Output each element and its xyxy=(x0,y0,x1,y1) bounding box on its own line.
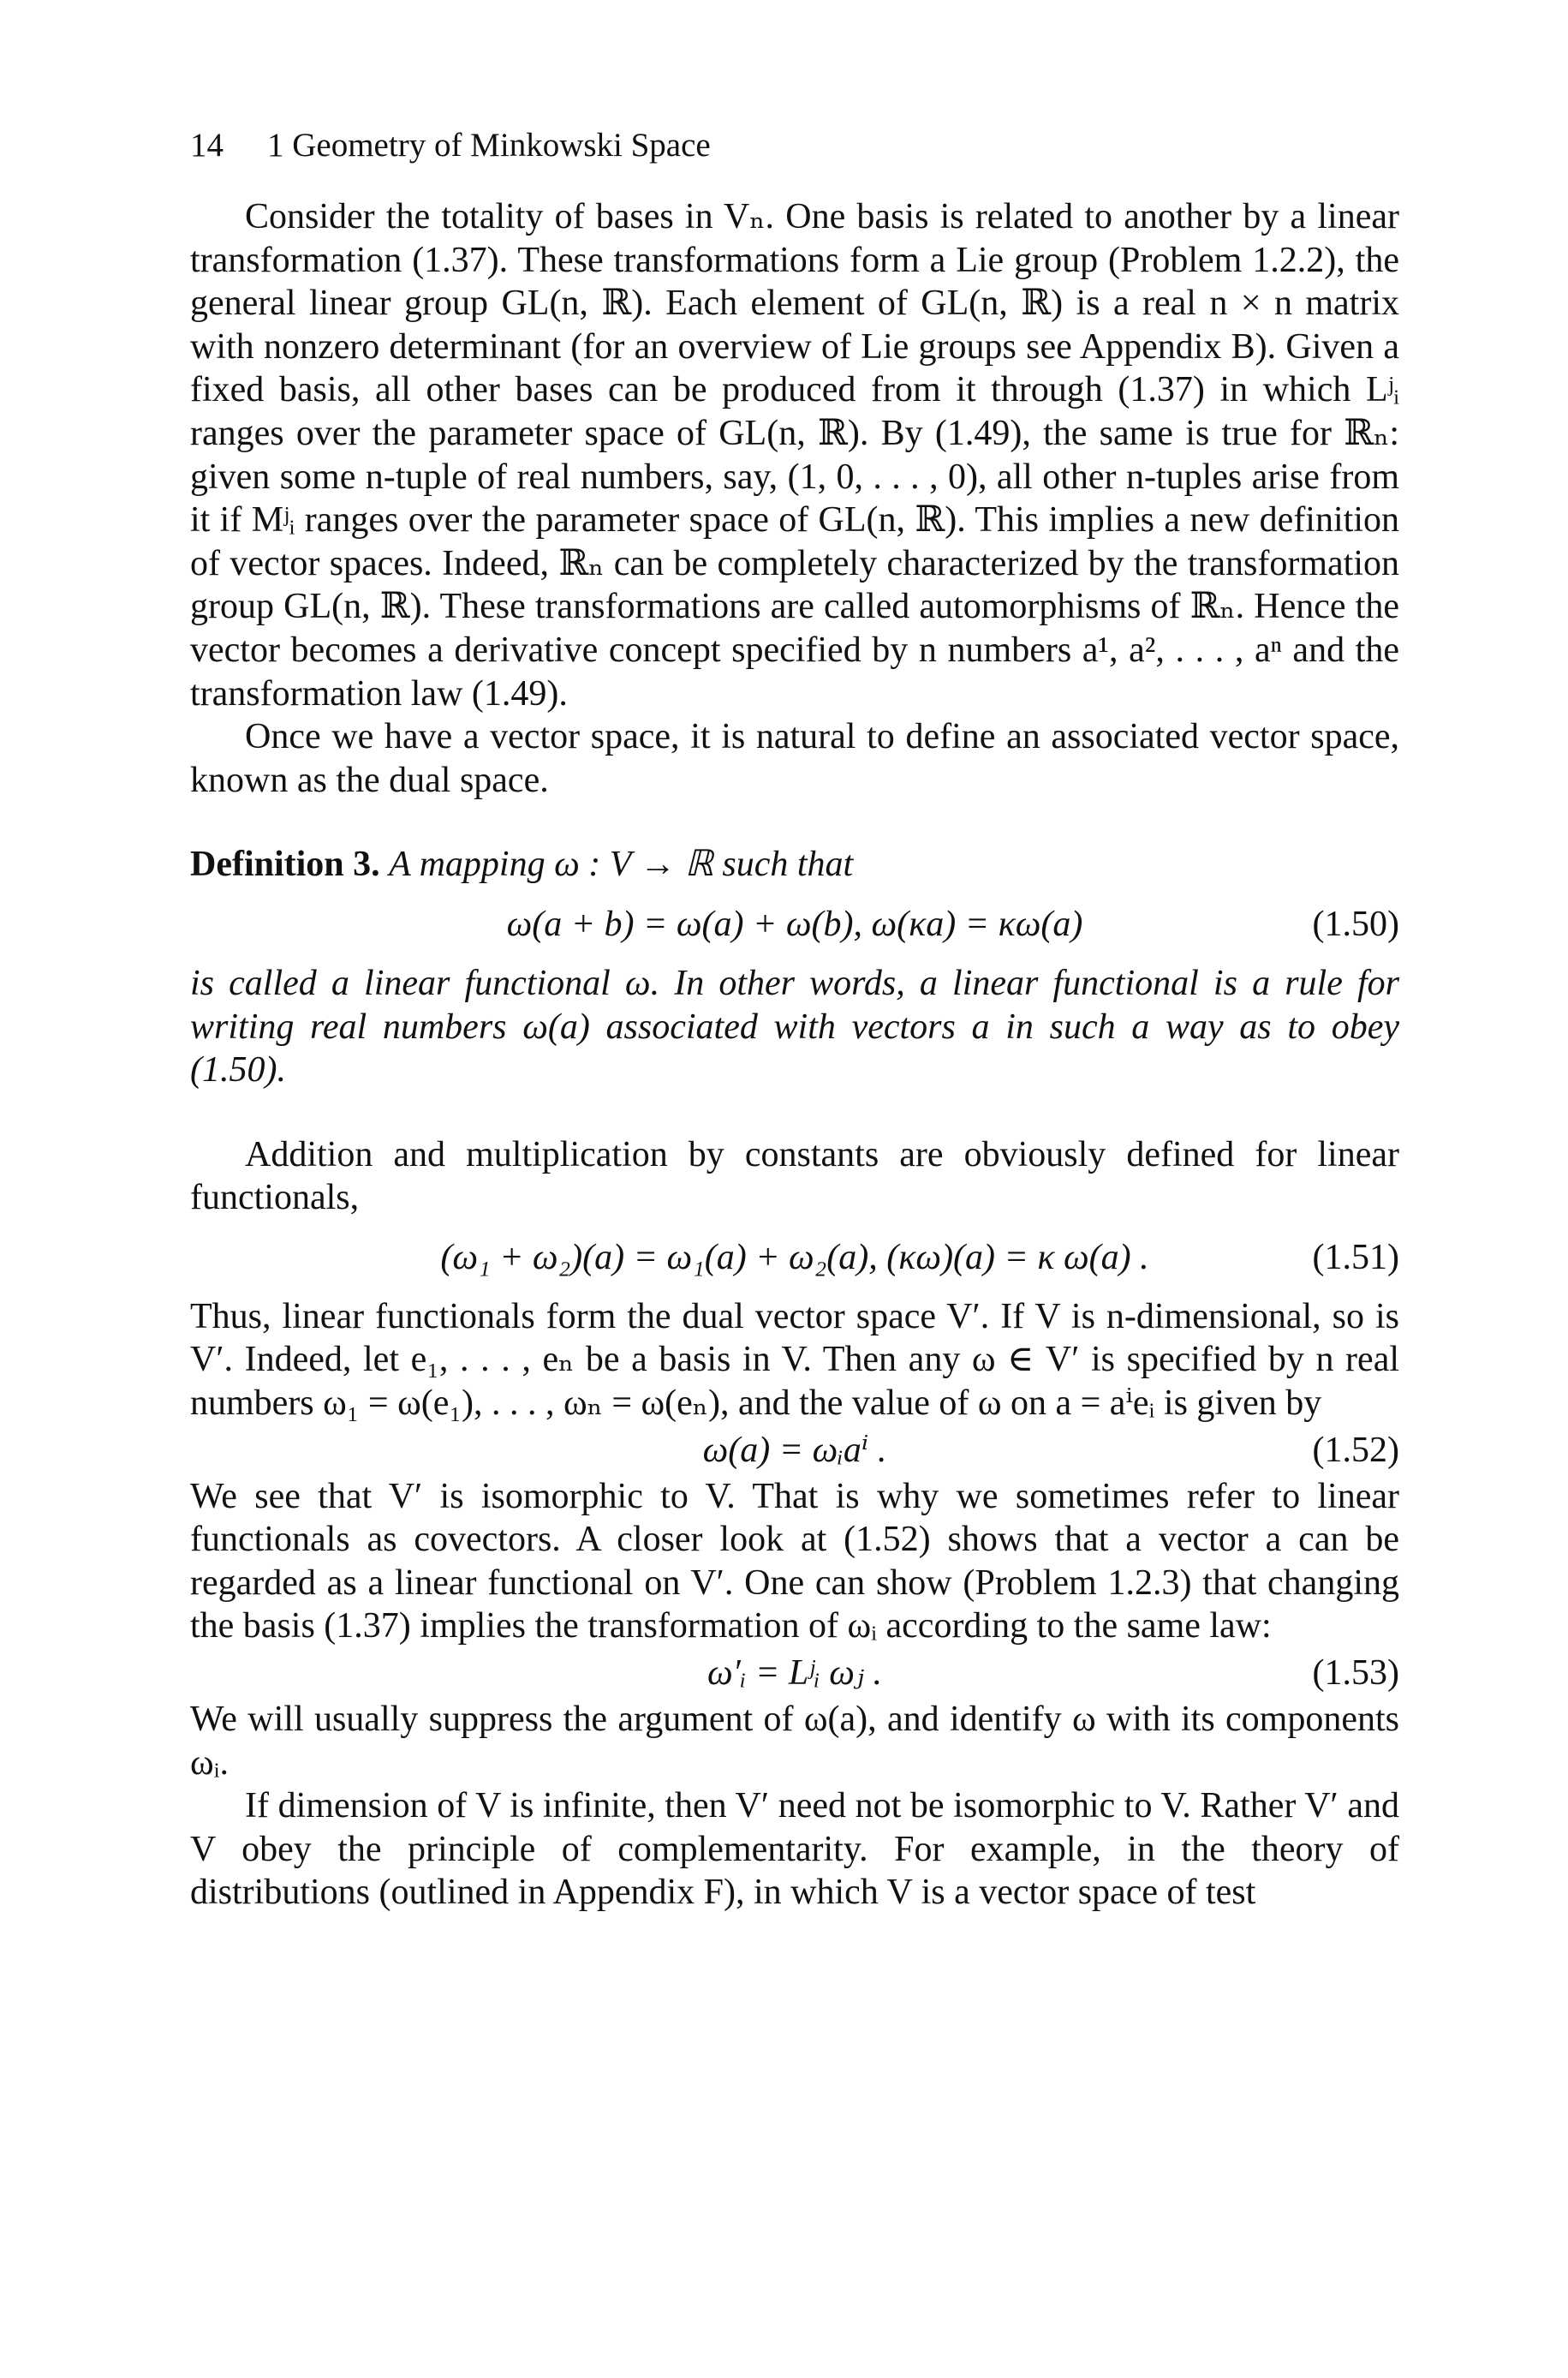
equation-number: (1.53) xyxy=(1312,1653,1399,1694)
page-number: 14 xyxy=(190,127,224,164)
equation xyxy=(190,1425,1399,1475)
paragraph: We will usually suppress the argument of ω(a), and identify ω with its components ωᵢ. xyxy=(190,1700,1399,1783)
equation-expression: ω′ᵢ = Lʲᵢ ωⱼ . xyxy=(707,1653,882,1694)
equation-number: (1.50) xyxy=(1312,904,1399,944)
paragraph: Consider the totality of bases in Vₙ. One basis is related to another by a linear transformation (1.37). These transformations form a Lie group (Problem 1.2.2), the general linear group GL(n, ℝ). Each element of GL(n, ℝ) is a real n × n matrix with nonzero determinant (for an overview of Lie groups see Appendix B). Given a fixed basis, all other bases can be produced from it through (1.37) in which Lʲᵢ ranges over the parameter space of GL(n, ℝ). By (1.49), the same is true for ℝₙ: given some n-tuple of real numbers, say, (1, 0, . . . , 0), all other n-tuples arise from it if Mʲᵢ ranges over the parameter space of GL(n, ℝ). This implies a new definition of vector spaces. Indeed, ℝₙ can be completely characterized by the transformation group GL(n, ℝ). These transformations are called automorphisms of ℝₙ. Hence the vector becomes a derivative concept specified by n numbers a¹, a², . . . , aⁿ and the transformation law (1.49). xyxy=(190,197,1399,714)
equation-expression: ω(a) = ωᵢaⁱ . xyxy=(702,1430,887,1470)
definition-intro: A mapping ω : V → ℝ such that xyxy=(389,845,854,885)
equation xyxy=(190,1648,1399,1698)
equation-expression: ω(a + b) = ω(a) + ω(b), ω(κa) = κω(a) xyxy=(506,904,1083,944)
paragraph: We see that V′ is isomorphic to V. That is why we sometimes refer to linear functionals as covectors. A closer look at (1.52) shows that a vector a can be regarded as a linear functional on V′. One can show (Problem 1.2.3) that changing the basis (1.37) implies the transformation of ωᵢ according to the same law: xyxy=(190,1476,1399,1646)
chapter-title: 1 Geometry of Minkowski Space xyxy=(267,127,711,164)
equation xyxy=(190,1220,1399,1295)
running-head xyxy=(190,120,1399,171)
equation xyxy=(190,887,1399,962)
paragraph: Thus, linear functionals form the dual vector space V′. If V is n-dimensional, so is V′. Indeed, let e₁, . . . , eₙ be a basis in V. Then any ω ∈ V′ is specified by n real numbers ω₁ = ω(e₁), . . . , ωₙ = ω(eₙ), and the value of ω on a = aⁱeᵢ is given by xyxy=(190,1296,1399,1424)
paragraph: Addition and multiplication by constants are obviously defined for linear functionals, xyxy=(190,1134,1399,1218)
section-gap xyxy=(190,802,1399,843)
equation-number: (1.51) xyxy=(1312,1237,1399,1277)
definition-body: is called a linear functional ω. In other words, a linear functional is a rule for writing real numbers ω(a) associated with vectors a in such a way as to obey (1.50). xyxy=(190,963,1399,1090)
section-gap xyxy=(190,1092,1399,1133)
paragraph: Once we have a vector space, it is natural to define an associated vector space, known as the dual space. xyxy=(190,717,1399,800)
page-content xyxy=(190,120,1399,1915)
paragraph: If dimension of V is infinite, then V′ need not be isomorphic to V. Rather V′ and V obey the principle of complementarity. For example, in the theory of distributions (outlined in Appendix F), in which V is a vector space of test xyxy=(190,1786,1399,1913)
definition-label: Definition 3. xyxy=(190,845,380,885)
equation-expression: (ω₁ + ω₂)(a) = ω₁(a) + ω₂(a), (κω)(a) = κ ω(a) . xyxy=(440,1237,1149,1277)
definition-statement xyxy=(190,843,1399,887)
equation-number: (1.52) xyxy=(1312,1430,1399,1470)
